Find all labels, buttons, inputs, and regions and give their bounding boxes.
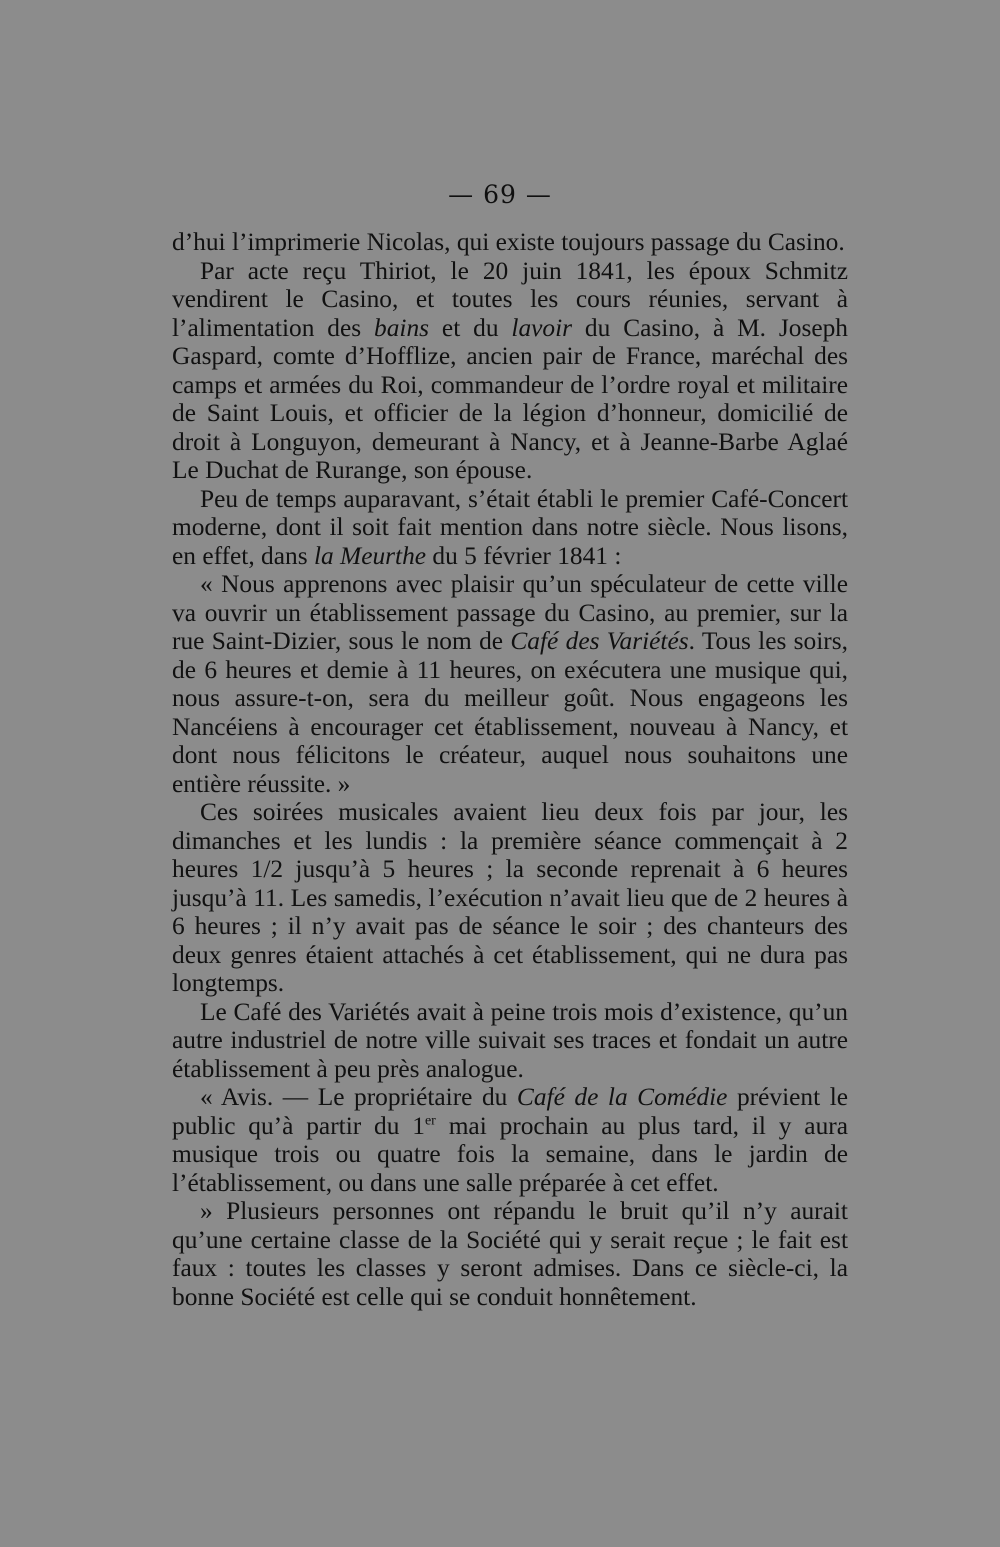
paragraph-text: Par acte reçu Thiriot, le 20 juin 1841, les époux Schmitz vendirent le Casino, et toutes les cours réunies, servant à l’alimentation des [172, 256, 848, 342]
paragraph-text: Ces soirées musicales avaient lieu deux fois par jour, les dimanches et les lundis : la première séance commençait à 2 heures 1/2 jusqu’à 5 heures ; la seconde reprenait à 6 heures jusqu’à 11. Les samedis, l’exécution n’avait lieu que de 2 heures à 6 heures ; il n’y avait pas de séance le soir ; des chanteurs des deux genres étaient attachés à cet établissement, qui ne dura pas longtemps. [172, 798, 848, 997]
superscript-text: er [424, 1113, 436, 1129]
italic-text: la Meurthe [313, 541, 427, 570]
paragraph-1 [172, 228, 848, 257]
paragraph-5 [172, 798, 848, 998]
italic-text: Café de la Comédie [516, 1083, 728, 1111]
paragraph-2 [172, 257, 848, 485]
paragraph-text: Le Café des Variétés avait à peine trois mois d’existence, qu’un autre industriel de notre ville suivait ses traces et fondait un autre établissement à peu près analogue. [172, 997, 848, 1083]
paragraph-text: du Casino, à M. Joseph Gaspard, comte d’Hofflize, ancien pair de France, maréchal des camps et armées du Roi, commandeur de l’ordre royal et militaire de Saint Louis, et officier de la légion d’honneur, domicilié de droit à Longuyon, demeurant à Nancy, et à Jeanne-Barbe Aglaé Le Duchat de Rurange, son épouse. [172, 313, 849, 484]
paragraph-6 [172, 998, 848, 1084]
paragraph-4 [172, 570, 848, 798]
paragraph-text: mai prochain au plus tard, il y aura musique trois ou quatre fois la semaine, dans le jardin de l’établissement, ou dans une salle préparée à cet effet. [172, 1111, 848, 1197]
paragraph-text: « Nous apprenons avec plaisir qu’un spéculateur de cette ville va ouvrir un établissement passage du Casino, au premier, sur la rue Saint-Dizier, sous le nom de [172, 570, 848, 655]
paragraph-text: Peu de temps auparavant, s’était établi le premier Café-Concert moderne, dont il soit fait mention dans notre siècle. Nous lisons, en effet, dans [172, 484, 848, 570]
paragraph-text: d’hui l’imprimerie Nicolas, qui existe toujours passage du Casino. [172, 228, 845, 256]
page-number: — 69 — [448, 180, 552, 209]
body-text [172, 228, 848, 1311]
italic-text: Café des Variétés [510, 627, 689, 655]
paragraph-text: du 5 février 1841 : [426, 541, 622, 570]
paragraph-text: prévient le public qu’à partir du 1 [172, 1083, 849, 1140]
paragraph-text: et du [429, 313, 512, 342]
paragraph-text: . Tous les soirs, de 6 heures et demie à 11 heures, on exécutera une musique qui, nous assure-t-on, sera du meilleur goût. Nous engageons les Nancéiens à encourager cet établissement, nouveau à Nancy, et dont nous félicitons le créateur, auquel nous souhaitons une entière réussite. » [172, 627, 848, 798]
italic-text: bains [374, 313, 430, 342]
paragraph-text: » Plusieurs personnes ont répandu le bruit qu’il n’y aurait qu’une certaine classe de la Société qui y serait reçue ; le fait est faux : toutes les classes y seront admises. Dans ce siècle-ci, la bonne Société est celle qui se conduit honnêtement. [172, 1197, 848, 1311]
paragraph-3 [172, 485, 848, 571]
paragraph-8 [172, 1197, 848, 1311]
paragraph-7 [172, 1083, 848, 1197]
paragraph-text: « Avis. — Le propriétaire du [200, 1083, 517, 1111]
italic-text: lavoir [511, 313, 573, 342]
